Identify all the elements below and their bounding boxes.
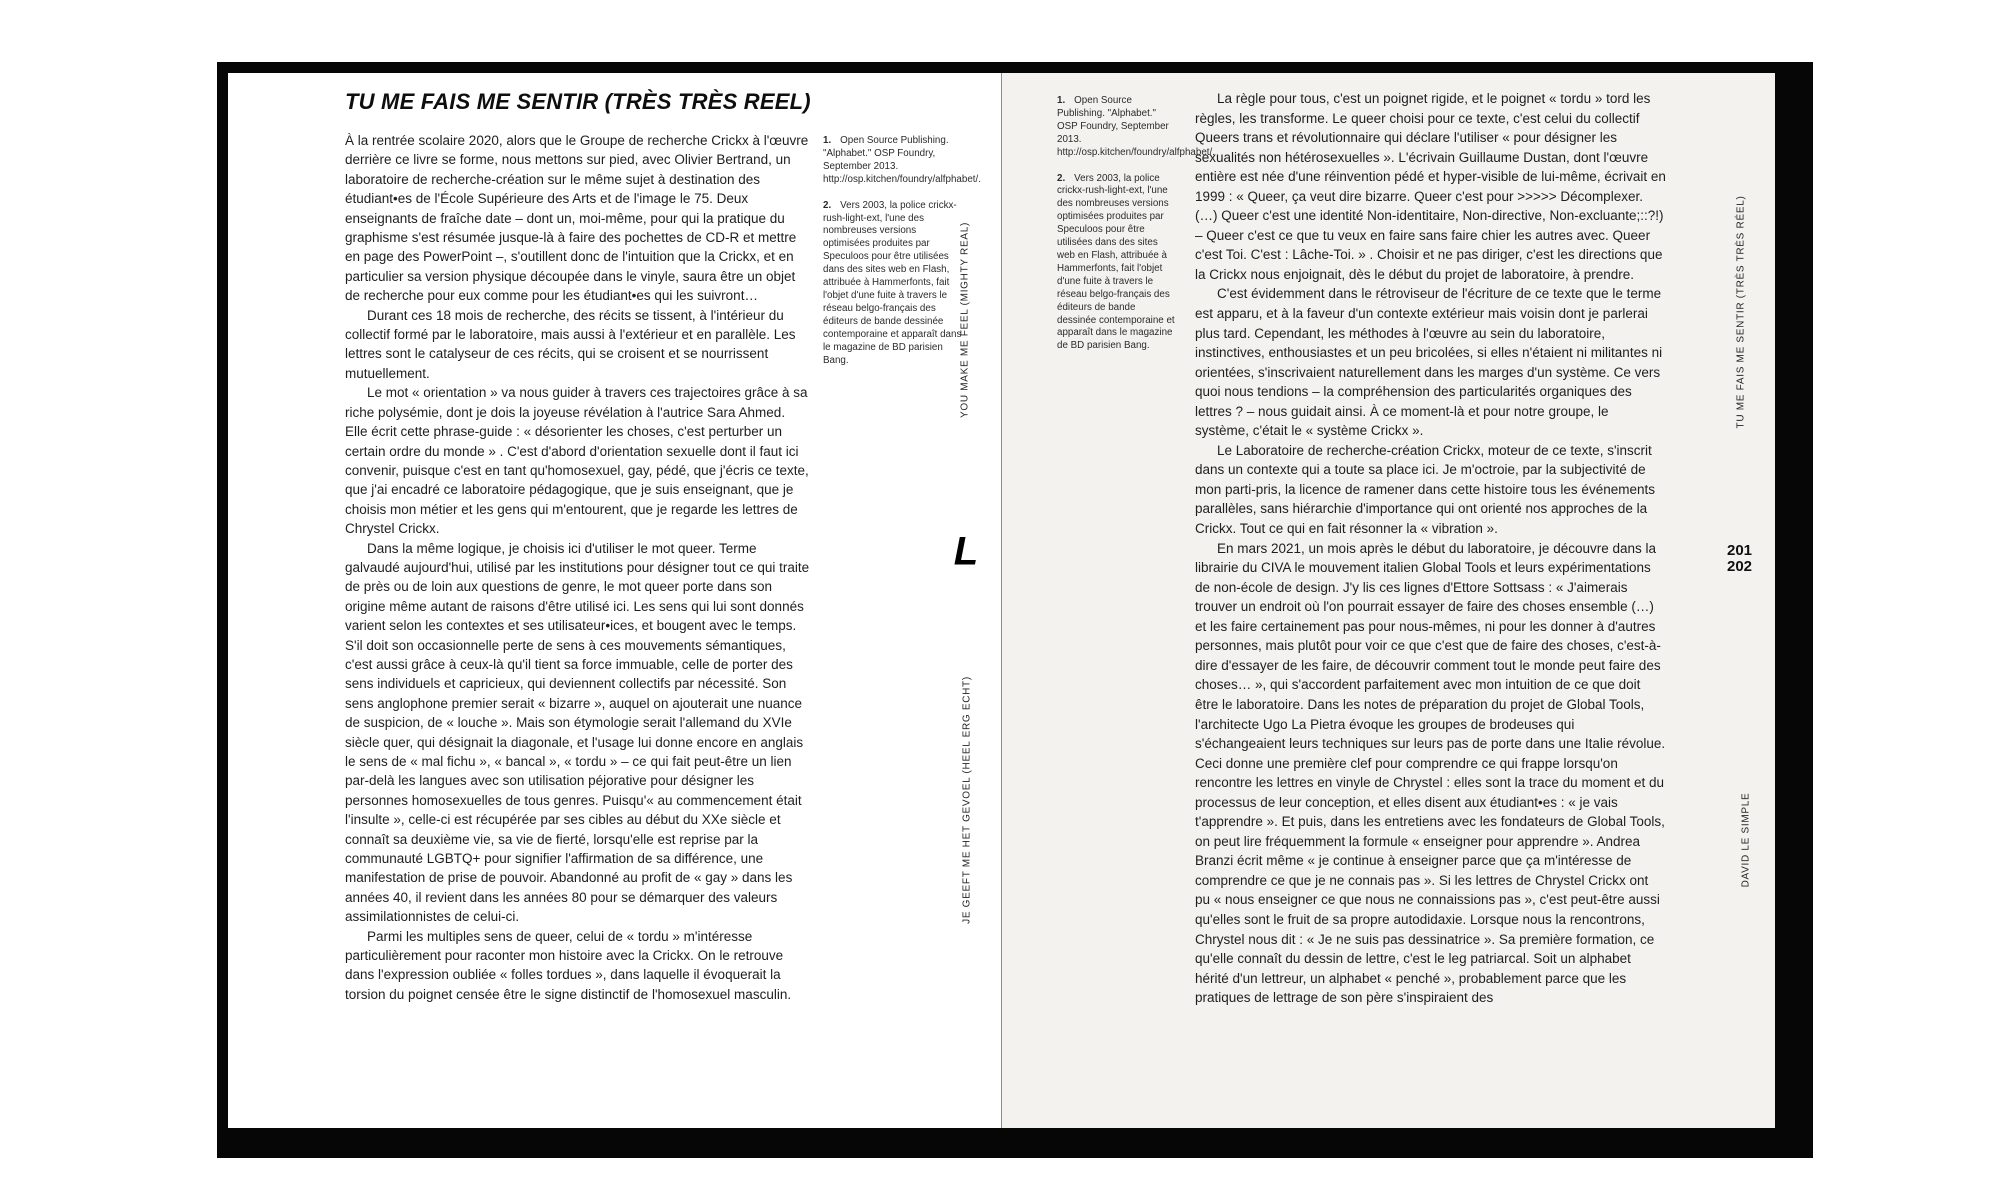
paragraph: La règle pour tous, c'est un poignet rigide, et le poignet « tordu » tord les règles, les transforme. Le queer choisi pour ce texte, c'est celui du collectif Queers trans et révolutionnaire qui déclare l'utiliser « pour désigner les sexualités non hétérosexuelles ». L'écrivain Guillaume Dustan, dont l'œuvre entière est née d'une réinvention pédé et hyper-visible de lui-même, écrivait en 1999 : « Queer, ça veut dire bizarre. Queer c'est pour >>>>> Décomplexer. (…) Queer c'est une identité Non-identitaire, Non-directive, Non-excluante;::?!) – Queer c'est ce que tu veux en faire sans faire chier les autres avec. Queer c'est Toi. C'est : Lâche-Toi. » . Choisir et ne pas diriger, c'est les directions que la Crickx nous enjoignait, dès le début du projet de laboratoire, à prendre. (1195, 91, 1666, 282)
page-number-left: 201 (1727, 542, 1753, 559)
paragraph: En mars 2021, un mois après le début du laboratoire, je découvre dans la librairie du CIVA le mouvement italien Global Tools et leurs expérimentations de non-école de design. J'y lis ces lignes d'Ettore Sottsass : « J'aimerais trouver un endroit où l'on pourrait essayer de faire des choses ensemble (…) et les faire certainement pas pour nous-mêmes, ni pour les donner à d'autres personnes, mais plutôt pour voir ce que c'est que de faire des choses, c'est-à-dire d'essayer de les faire, de découvrir comment tout le monde peut faire des choses… », qui s'accordent parfaitement avec mon intuition de ce que doit être le laboratoire. Dans les notes de préparation du projet de Global Tools, l'architecte Ugo La Pietra évoque les groupes de brodeuses qui s'échangeaient leurs techniques sur leurs pas de porte dans une Italie révolue. Ceci donne une première clef pour comprendre ce qui frappe lorsqu'on rencontre les lettres en vinyle de Chrystel : elles sont la trace du moment et du processus de leur conception, et elles disent aux étudiant•es : « je vais t'apprendre ». Et puis, dans les entretiens avec les fondateurs de Global Tools, on peut lire fréquemment la formule « enseigner pour apprendre ». Andrea Branzi écrit même « je continue à enseigner parce que ça m'intéresse de comprendre ce que je ne connais pas ». Si les lettres de Chrystel Crickx ont pu « nous enseigner ce que nous ne connaissions pas », c'est peut-être aussi qu'elles sont le fruit de sa propre autodidaxie. Lorsque nous la rencontrons, Chrystel nous dit : « Je ne suis pas dessinatrice ». Sa première formation, ce qu'elle connaît du dessin de lettre, c'est le leg patriarcal. Soit un alphabet hérité d'un lettreur, un alphabet « penché », probablement parce que les pratiques de lettrage de son père s'inspiraient des (1195, 540, 1666, 1006)
paragraph: Parmi les multiples sens de queer, celui de « tordu » m'intéresse particulièrement pour raconter mon histoire avec la Crickx. On le retrouve dans l'expression oubliée « folles tordues », dans laquelle il évoquerait la torsion du poignet censée être le signe distinctif de l'homosexuel masculin. (345, 928, 792, 1002)
footnote-number: 1. (1057, 95, 1066, 106)
page-number-right: 202 (1727, 557, 1753, 575)
paragraph: À la rentrée scolaire 2020, alors que le Groupe de recherche Crickx à l'œuvre derrière ce livre se forme, nous mettons sur pied, avec Olivier Bertrand, un laboratoire de recherche-création sur le même sujet à destination des étudiant•es de l'École Supérieure des Arts et de l'image le 75. Deux enseignants de fraîche date – dont un, moi-même, pour qui la pratique du graphisme s'est résumée jusque-là à faire des pochettes de CD-R et mettre en page des PowerPoint –, s'outillent donc de l'intuition que la Crickx, et en particulier sa version physique découpée dans le vinyle, saura être un objet de recherche pour eux comme pour les étudiant•es qui les suivront… (345, 133, 809, 304)
footnote-number: 2. (823, 199, 832, 211)
footnote-number: 1. (823, 135, 832, 146)
footnote-item (823, 135, 981, 187)
footnote-item (1057, 95, 1215, 160)
page-left (228, 73, 1001, 1128)
paragraph: C'est évidemment dans le rétroviseur de l'écriture de ce texte que le terme est apparu, et à la faveur d'un contexte extérieur mais voisin dont je parlerai plus tard. Cependant, les méthodes à l'œuvre au sein du laboratoire, instinctives, enthousiastes et un peu bricolées, si elles n'étaient ni militantes ni orientées, s'inscrivaient naturellement dans les marges d'un système. Ce vers quoi nous tendions – la compréhension des particularités organiques des lettres ? – nous guidait ainsi. À ce moment-là et pour notre groupe, le système, c'était le « système Crickx ». (1195, 286, 1663, 439)
footnote-text: Vers 2003, la police crickx-rush-light-ext, l'une des nombreuses versions optimisées produites par Speculoos pour être utilisées dans des sites web en Flash, attribuée à Hammerfonts, fait l'objet d'une fuite à travers le réseau belgo-français des éditeurs de bande dessinée contemporaine et apparaît dans le magazine de BD parisien Bang. (823, 199, 962, 366)
paragraph: Durant ces 18 mois de recherche, des récits se tissent, à l'intérieur du collectif formé par le laboratoire, mais aussi à l'extérieur et en parallèle. Les lettres sont le catalyseur de ces récits, qui se croisent et se nourrissent mutuellement. (345, 307, 796, 381)
footnote-item (823, 200, 964, 368)
margin-label-dutch: JE GEEFT ME HET GEVOEL (HEEL ERG ECHT) (961, 676, 973, 924)
page-gutter (1001, 73, 1002, 1128)
footnote-item (1057, 173, 1176, 354)
page-title: TU ME FAIS ME SENTIR (TRÈS TRÈS REEL) (345, 89, 811, 114)
paragraph: Le Laboratoire de recherche-création Crickx, moteur de ce texte, s'inscrit dans un contexte qui a toute sa place ici. Je m'octroie, par la subjectivité de mon parti-pris, la licence de ramener dans cette histoire tous les événements parallèles, sans hiérarchie d'importance qui ont orienté nos approches de la Crickx. Tout ce qui en fait résonner la « vibration ». (1195, 442, 1655, 537)
book-spread (228, 73, 1775, 1128)
margin-title-vertical: TU ME FAIS ME SENTIR (TRÈS TRÈS RÉEL) (1735, 195, 1747, 429)
crickx-letter-glyph: L (953, 529, 979, 574)
page-numbers (1727, 543, 1752, 574)
footnote-text: Open Source Publishing. "Alphabet." OSP Foundry, September 2013. http://osp.kitchen/foundry/alfphabet/. (1057, 95, 1215, 158)
margin-label-english: YOU MAKE ME FEEL (MIGHTY REAL) (959, 221, 971, 419)
footnote-text: Open Source Publishing. "Alphabet." OSP Foundry, September 2013. http://osp.kitchen/foundry/alfphabet/. (823, 135, 981, 185)
footnote-number: 2. (1057, 172, 1066, 184)
author-label: DAVID LE SIMPLE (1740, 792, 1752, 888)
right-footnotes-column (1057, 95, 1215, 366)
right-body-text (1195, 89, 1666, 1008)
page-right (1001, 73, 1775, 1128)
paragraph: Le mot « orientation » va nous guider à travers ces trajectoires grâce à sa riche polysémie, dont je dois la joyeuse révélation à l'autrice Sara Ahmed. Elle écrit cette phrase-guide : « désorienter les choses, c'est perturber un certain ordre du monde » . C'est d'abord d'orientation sexuelle dont il faut ici convenir, puisque c'est en tant qu'homosexuel, gay, pédé, que j'écris ce texte, que j'ai encadré ce laboratoire pédagogique, que je suis enseignant, que je choisis mon métier et les gens qui m'entourent, que je regarde les lettres de Chrystel Crickx. (345, 385, 809, 537)
left-body-text (345, 131, 811, 1004)
footnote-text: Vers 2003, la police crickx-rush-light-ext, l'une des nombreuses versions optimisées produites par Speculoos pour être utilisées dans des sites web en Flash, attribuée à Hammerfonts, fait l'objet d'une fuite à travers le réseau belgo-français des éditeurs de bande dessinée contemporaine et apparaît dans le magazine de BD parisien Bang. (1057, 172, 1175, 352)
paragraph: Dans la même logique, je choisis ici d'utiliser le mot queer. Terme galvaudé aujourd'hui, utilisé par les institutions pour désigner tout ce qui traite de près ou de loin aux questions de genre, le mot queer porte dans son origine même autant de raisons d'être utilisé ici. Les sens qui lui sont donnés varient selon les contextes et ses utilisateur•ices, et bougent avec le temps. S'il doit son occasionnelle perte de sens à ces mouvements sémantiques, c'est aussi grâce à ceux-là qu'il tient sa force immuable, celle de porter des sens individuels et capricieux, qui deviennent collectifs par nécessité. Son sens anglophone premier serait « bizarre », auquel on ajouterait une nuance de suspicion, de « louche ». Mais son étymologie serait l'allemand du XVIe siècle quer, qui désignait la diagonale, et l'usage lui donne encore en anglais le sens de « mal fichu », « bancal », « tordu » – ce qui fait peut-être un lien par-delà les langues avec son utilisation péjorative pour désigner les personnes homosexuelles de tous genres. Puisqu'« au commencement était l'insulte », celle-ci est récupérée par ses cibles au début du XXe siècle et connaît sa deuxième vie, sa vie de fierté, lorsqu'elle est reprise par la communauté LGBTQ+ pour signifier l'affirmation de sa différence, une manifestation de prise de pouvoir. Abandonné au profit de « gay » dans les années 40, il revient dans les années 80 pour se démarquer des valeurs assimilationnistes de celui-ci. (345, 540, 810, 925)
